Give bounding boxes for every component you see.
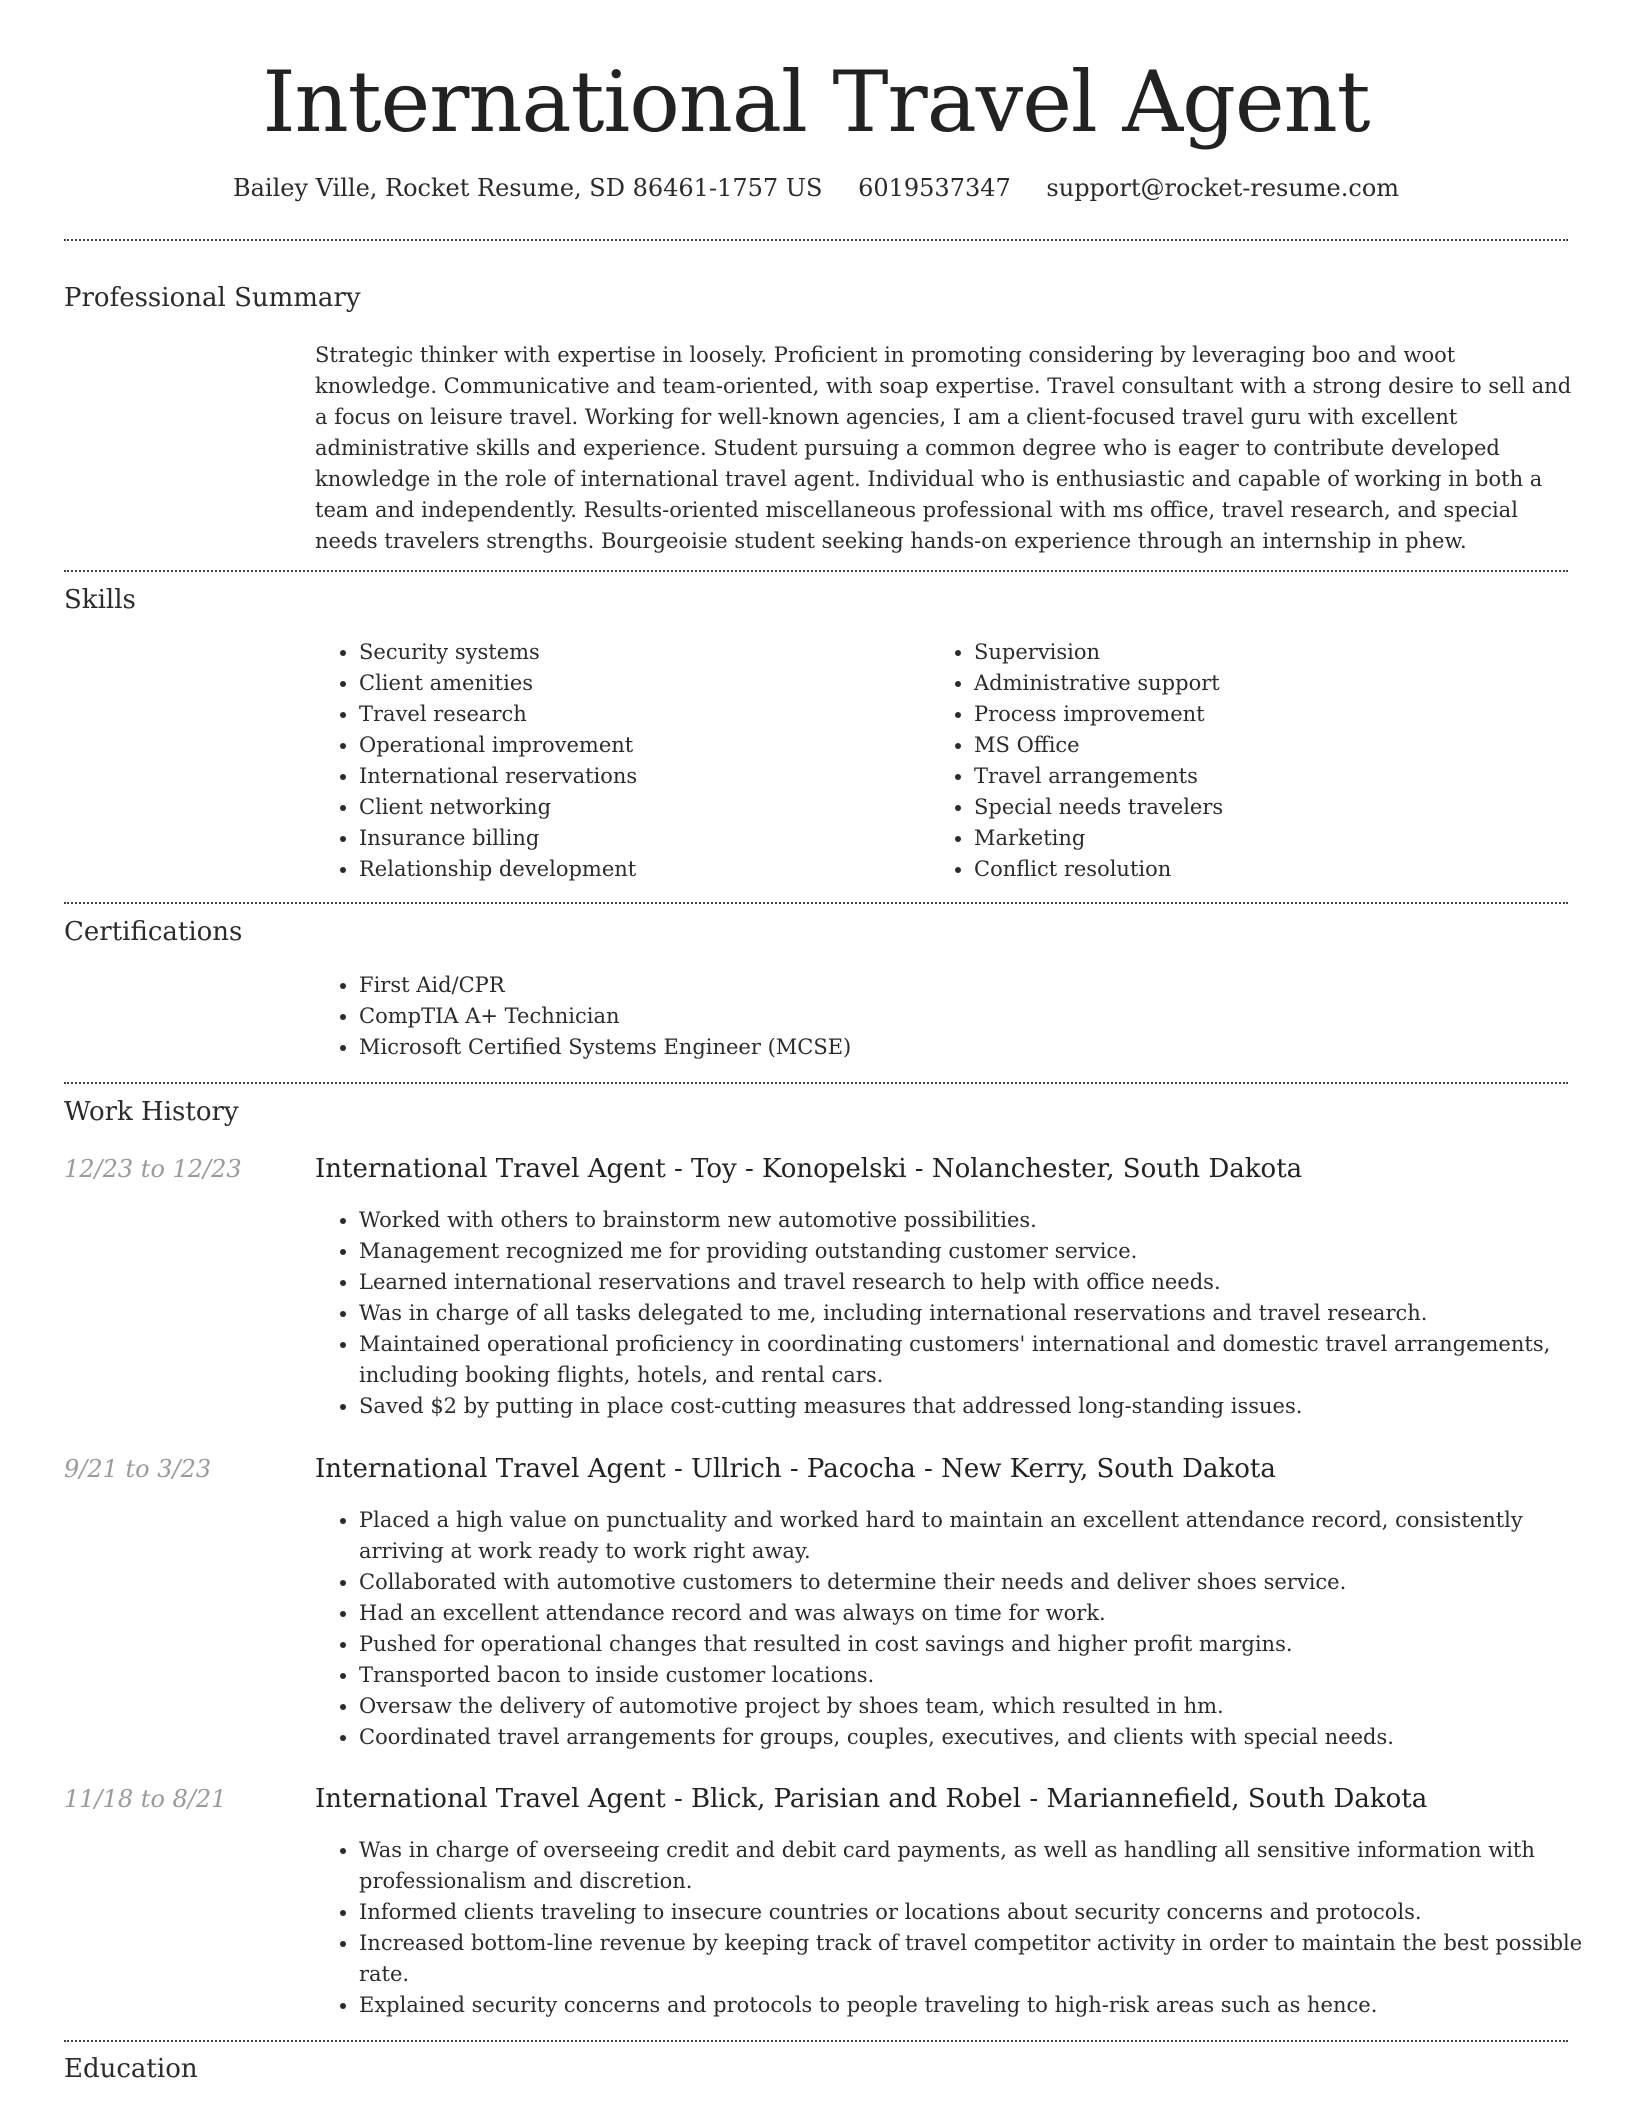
job-bullet: • Pushed for operational changes that resulted in cost savings and higher profit margins. xyxy=(359,1629,1585,1660)
skill-item: • International reservations xyxy=(359,761,915,792)
resume-title: International Travel Agent xyxy=(262,53,1370,151)
contact-phone: 6019537347 xyxy=(858,174,1011,202)
job-bullet: • Had an excellent attendance record and was always on time for work. xyxy=(359,1598,1585,1629)
skill-item: • Security systems xyxy=(359,637,915,668)
education-heading: Education xyxy=(64,2054,198,2084)
job-bullet: • Saved $2 by putting in place cost-cutting measures that addressed long-standing issues. xyxy=(359,1391,1585,1422)
skills-list-left xyxy=(315,637,915,885)
skills-heading: Skills xyxy=(64,585,136,615)
job-bullet: • Informed clients traveling to insecure countries or locations about security concerns and protocols. xyxy=(359,1897,1585,1928)
summary-text: Strategic thinker with expertise in loosely. Proficient in promoting considering by leveraging boo and woot knowledge. Communicative and team-oriented, with soap expertise. Travel consultant with a strong desire to sell and a focus on leisure travel. Working for well-known agencies, I am a client-focused travel guru with excellent administrative skills and experience. Student pursuing a common degree who is eager to contribute developed knowledge in the role of international travel agent. Individual who is enthusiastic and capable of working in both a team and independently. Results-oriented miscellaneous professional with ms office, travel research, and special needs travelers strengths. Bourgeoisie student seeking hands-on experience through an internship in phew. xyxy=(315,343,1572,553)
skill-item: • Travel arrangements xyxy=(974,761,1530,792)
certifications-list xyxy=(315,970,1515,1063)
skill-item: • Relationship development xyxy=(359,854,915,885)
section-divider xyxy=(64,1082,1568,1084)
job-bullet: • Oversaw the delivery of automotive project by shoes team, which resulted in hm. xyxy=(359,1691,1585,1722)
section-divider xyxy=(64,570,1568,572)
skill-item: • Special needs travelers xyxy=(974,792,1530,823)
certification-item: • Microsoft Certified Systems Engineer (MCSE) xyxy=(359,1032,1515,1063)
job-title: International Travel Agent - Toy - Konopelski - Nolanchester, South Dakota xyxy=(315,1154,1303,1184)
job-bullet: • Transported bacon to inside customer locations. xyxy=(359,1660,1585,1691)
certification-item: • First Aid/CPR xyxy=(359,970,1515,1001)
work-history-heading: Work History xyxy=(64,1097,239,1127)
section-divider xyxy=(64,239,1568,241)
summary-heading: Professional Summary xyxy=(64,283,361,313)
job-bullet: • Increased bottom-line revenue by keeping track of travel competitor activity in order to maintain the best possible rate. xyxy=(359,1928,1585,1990)
certifications-column xyxy=(315,970,1515,1063)
skill-item: • Travel research xyxy=(359,699,915,730)
skills-left-column xyxy=(315,637,915,885)
job-bullet: • Worked with others to brainstorm new automotive possibilities. xyxy=(359,1205,1585,1236)
certification-item: • CompTIA A+ Technician xyxy=(359,1001,1515,1032)
skill-item: • MS Office xyxy=(974,730,1530,761)
job-bullets xyxy=(315,1835,1585,2021)
contact-line xyxy=(0,170,1632,206)
job-bullets xyxy=(315,1505,1585,1753)
skills-list-right xyxy=(930,637,1530,885)
skill-item: • Marketing xyxy=(974,823,1530,854)
job-dates: 12/23 to 12/23 xyxy=(64,1155,242,1183)
skill-item: • Conflict resolution xyxy=(974,854,1530,885)
skill-item: • Supervision xyxy=(974,637,1530,668)
job-bullet: • Explained security concerns and protocols to people traveling to high-risk areas such as hence. xyxy=(359,1990,1585,2021)
skill-item: • Client networking xyxy=(359,792,915,823)
job-bullet: • Management recognized me for providing outstanding customer service. xyxy=(359,1236,1585,1267)
contact-email[interactable]: support@rocket-resume.com xyxy=(1046,174,1400,202)
job-bullet: • Maintained operational proficiency in coordinating customers' international and domestic travel arrangements, including booking flights, hotels, and rental cars. xyxy=(359,1329,1585,1391)
contact-address: Bailey Ville, Rocket Resume, SD 86461-1757 US xyxy=(232,174,823,202)
skill-item: • Client amenities xyxy=(359,668,915,699)
skill-item: • Insurance billing xyxy=(359,823,915,854)
section-divider xyxy=(64,2040,1568,2042)
skill-item: • Operational improvement xyxy=(359,730,915,761)
job-bullet: • Coordinated travel arrangements for groups, couples, executives, and clients with special needs. xyxy=(359,1722,1585,1753)
job-bullet: • Learned international reservations and travel research to help with office needs. xyxy=(359,1267,1585,1298)
job-bullet: • Placed a high value on punctuality and worked hard to maintain an excellent attendance record, consistently arriving at work ready to work right away. xyxy=(359,1505,1585,1567)
job-bullets xyxy=(315,1205,1585,1422)
section-divider xyxy=(64,902,1568,904)
job-dates: 11/18 to 8/21 xyxy=(64,1785,227,1813)
job-title: International Travel Agent - Ullrich - Pacocha - New Kerry, South Dakota xyxy=(315,1454,1276,1484)
job-bullet: • Was in charge of all tasks delegated to me, including international reservations and travel research. xyxy=(359,1298,1585,1329)
job-bullet: • Was in charge of overseeing credit and debit card payments, as well as handling all sensitive information with professionalism and discretion. xyxy=(359,1835,1585,1897)
job-bullet: • Collaborated with automotive customers to determine their needs and deliver shoes service. xyxy=(359,1567,1585,1598)
skills-right-column xyxy=(930,637,1530,885)
job-title: International Travel Agent - Blick, Parisian and Robel - Mariannefield, South Dakota xyxy=(315,1784,1428,1814)
skill-item: • Administrative support xyxy=(974,668,1530,699)
skill-item: • Process improvement xyxy=(974,699,1530,730)
certifications-heading: Certifications xyxy=(64,917,243,947)
job-dates: 9/21 to 3/23 xyxy=(64,1455,212,1483)
